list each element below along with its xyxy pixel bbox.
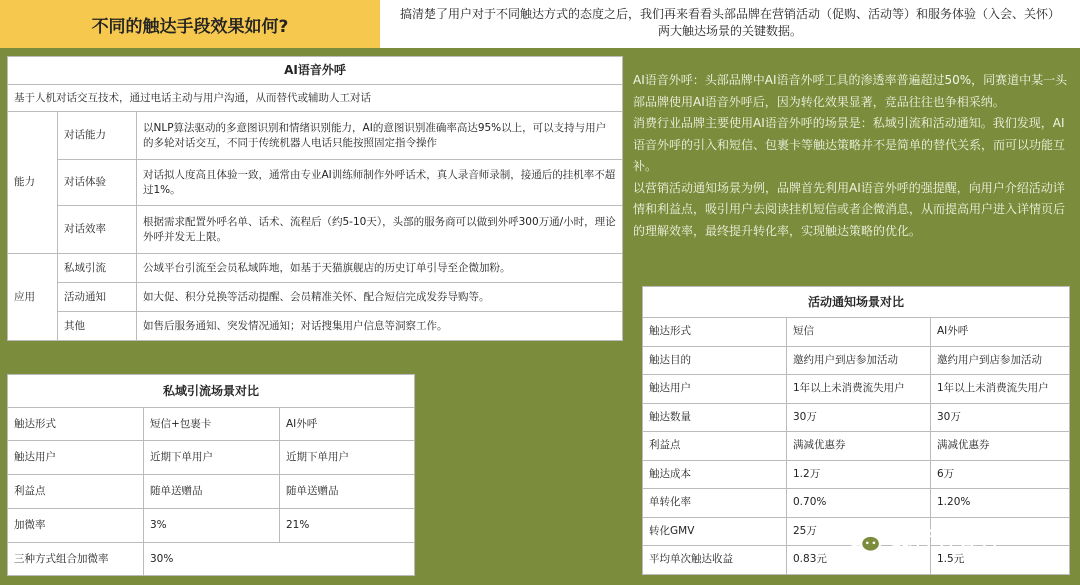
table-cell: 0.83元 <box>787 546 931 575</box>
table-cell: 转化GMV <box>643 517 787 546</box>
table-cell: 30% <box>144 543 415 576</box>
capability-name: 对话效率 <box>58 206 137 254</box>
table-cell: AI外呼 <box>280 408 415 441</box>
application-label: 应用 <box>8 254 58 341</box>
application-name: 私域引流 <box>58 254 137 283</box>
table-cell: 触达目的 <box>643 346 787 375</box>
table-cell: 30万 <box>931 403 1070 432</box>
table-cell: 平均单次触达收益 <box>643 546 787 575</box>
table-cell: 1.5元 <box>931 546 1070 575</box>
table-cell: 随单送赠品 <box>144 475 280 509</box>
table-cell: 1.2万 <box>787 460 931 489</box>
table-cell: 25万 <box>787 517 931 546</box>
commentary-text <box>633 70 1073 242</box>
watermark-text: 践行者宣言 <box>891 528 1001 552</box>
table-cell: 1.20% <box>931 489 1070 518</box>
table-cell: 触达成本 <box>643 460 787 489</box>
capability-detail: 以NLP算法驱动的多意图识别和情绪识别能力，AI的意图识别准确率高达95%以上，可以支持与用户的多轮对话交互，不同于传统机器人电话只能按照固定指令操作 <box>137 112 623 160</box>
table-cell: 触达形式 <box>8 408 144 441</box>
table-cell: 单转化率 <box>643 489 787 518</box>
table-cell: 利益点 <box>8 475 144 509</box>
table-cell: 加微率 <box>8 509 144 543</box>
table-cell: 触达用户 <box>8 441 144 475</box>
activity-table-title: 活动通知场景对比 <box>643 287 1070 318</box>
table-cell: 21% <box>280 509 415 543</box>
ai-voice-call-table <box>7 56 623 341</box>
page-title-text: 不同的触达手段效果如何? <box>91 16 289 37</box>
application-detail: 如售后服务通知、突发情况通知；对话搜集用户信息等洞察工作。 <box>137 312 623 341</box>
table-cell: 触达用户 <box>643 375 787 404</box>
capability-label: 能力 <box>8 112 58 254</box>
private-table-title: 私域引流场景对比 <box>8 375 415 408</box>
table-cell: 3% <box>144 509 280 543</box>
watermark <box>845 521 1045 557</box>
ai-table-description: 基于人机对话交互技术，通过电话主动与用户沟通，从而替代或辅助人工对话 <box>8 85 623 112</box>
capability-detail: 根据需求配置外呼名单、话术、流程后（约5-10天），头部的服务商可以做到外呼300万通/小时，理论外呼并发无上限。 <box>137 206 623 254</box>
intro-text <box>380 0 1080 48</box>
capability-name: 对话能力 <box>58 112 137 160</box>
commentary-paragraph: 以营销活动通知场景为例，品牌首先利用AI语音外呼的强提醒，向用户介绍活动详情和利益点，吸引用户去阅读挂机短信或者企微消息，从而提高用户进入详情页后的理解效率，最终提升转化率，实现触达策略的优化。 <box>633 180 1066 238</box>
table-cell: 6万 <box>931 460 1070 489</box>
table-cell: AI外呼 <box>931 318 1070 347</box>
table-cell: 邀约用户到店参加活动 <box>787 346 931 375</box>
capability-detail: 对话拟人度高且体验一致，通常由专业AI训练师制作外呼话术，真人录音师录制，接通后的挂机率不超过1%。 <box>137 160 623 206</box>
table-cell: 短信+包裹卡 <box>144 408 280 441</box>
wechat-icon <box>845 523 883 555</box>
table-cell: 近期下单用户 <box>144 441 280 475</box>
table-cell: 满减优惠券 <box>931 432 1070 461</box>
page-title <box>0 0 380 48</box>
table-cell: 短信 <box>787 318 931 347</box>
table-cell: 触达形式 <box>643 318 787 347</box>
application-name: 活动通知 <box>58 283 137 312</box>
commentary-paragraph: 消费行业品牌主要使用AI语音外呼的场景是：私域引流和活动通知。我们发现，AI语音外呼的引入和短信、包裹卡等触达策略并不是简单的替代关系，而可以功能互补。 <box>633 116 1066 173</box>
table-cell: 邀约用户到店参加活动 <box>931 346 1070 375</box>
table-cell: 0.70% <box>787 489 931 518</box>
table-cell: 随单送赠品 <box>280 475 415 509</box>
table-cell: 1年以上未消费流失用户 <box>931 375 1070 404</box>
table-cell: 30万 <box>787 403 931 432</box>
application-name: 其他 <box>58 312 137 341</box>
table-cell: 1年以上未消费流失用户 <box>787 375 931 404</box>
table-cell: 触达数量 <box>643 403 787 432</box>
application-detail: 公域平台引流至会员私域阵地，如基于天猫旗舰店的历史订单引导至企微加粉。 <box>137 254 623 283</box>
ai-table-title: AI语音外呼 <box>8 57 623 85</box>
table-cell: 近期下单用户 <box>280 441 415 475</box>
intro-text-content: 搞清楚了用户对于不同触达方式的态度之后，我们再来看看头部品牌在营销活动（促购、活动等）和服务体验（入会、关怀）两大触达场景的关键数据。 <box>399 7 1060 38</box>
table-cell: 满减优惠券 <box>787 432 931 461</box>
table-cell: 利益点 <box>643 432 787 461</box>
application-detail: 如大促、积分兑换等活动提醒、会员精准关怀、配合短信完成发券导购等。 <box>137 283 623 312</box>
private-traffic-comparison-table <box>7 374 415 576</box>
table-cell: 三种方式组合加微率 <box>8 543 144 576</box>
capability-name: 对话体验 <box>58 160 137 206</box>
commentary-paragraph: AI语音外呼：头部品牌中AI语音外呼工具的渗透率普遍超过50%，同赛道中某一头部品牌使用AI语音外呼后，因为转化效果显著，竞品往往也争相采纳。 <box>633 73 1068 109</box>
